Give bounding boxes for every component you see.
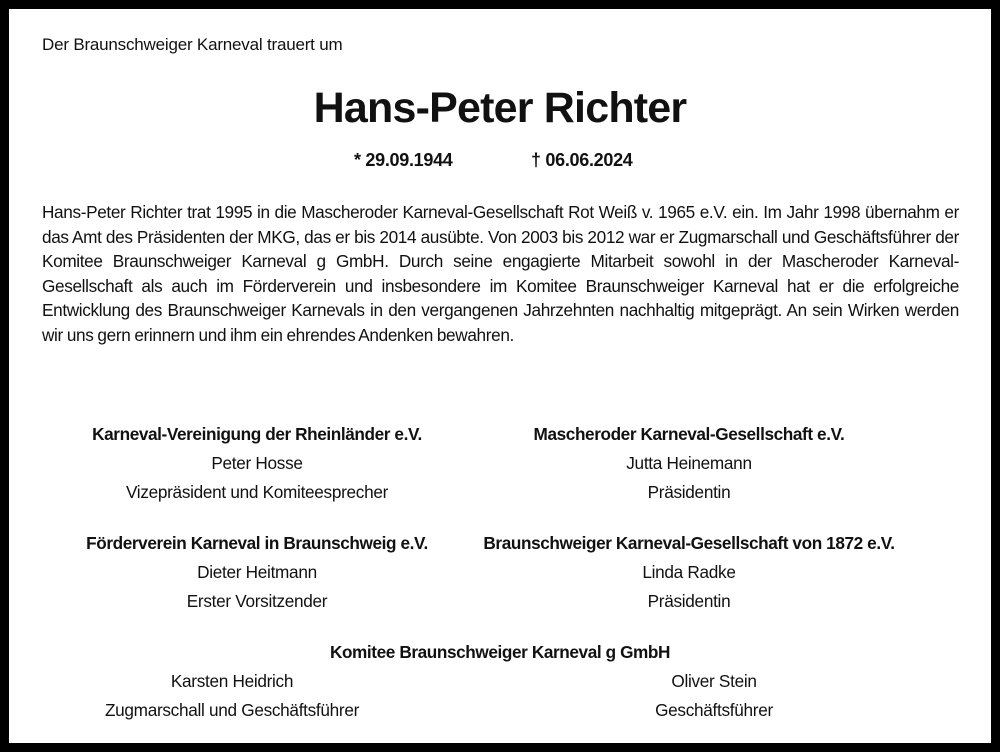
signatory-komitee-stein: [569, 667, 859, 725]
signatory-role: Geschäftsführer: [655, 700, 773, 720]
signatory-role: Vizepräsident und Komiteesprecher: [125, 482, 389, 502]
obituary-card: [9, 9, 991, 743]
signatory-komitee-heidrich: [42, 667, 422, 725]
signatory-org: Förderverein Karneval in Braunschweig e.V.: [86, 533, 428, 553]
signatory-mascheroder: [469, 420, 909, 507]
biography-text: Hans-Peter Richter trat 1995 in die Mascheroder Karneval-Gesellschaft Rot Weiß v. 1965 e.V. ein. Im Jahr 1998 übernahm er das Amt des Präsidenten der MKG, das er bis 2014 ausübte. Von 2003 bis 2012 war er Zugmarschall und Geschäftsführer der Komitee Braunschweiger Karneval g GmbH. Durch seine engagierte Mitarbeit sowohl in der Mascheroder Karneval-Gesellschaft als auch im Förderverein und insbesondere im Komitee Braunschweiger Karneval hat er die erfolgreiche Entwicklung des Braunschweiger Karnevals in den vergangenen Jahrzehnten nachhaltig mitgeprägt. An sein Wirken werden wir uns gern erinnern und ihm ein ehrendes Andenken bewahren.: [42, 202, 959, 345]
signatory-person: Linda Radke: [642, 562, 736, 582]
signatory-rheinlaender: [42, 420, 472, 507]
signatory-role: Zugmarschall und Geschäftsführer: [104, 700, 360, 720]
komitee-org: Komitee Braunschweiger Karneval g GmbH: [329, 642, 671, 662]
signatory-bkg-1872: [469, 529, 909, 616]
deceased-name: Hans-Peter Richter: [313, 84, 687, 132]
signatory-org: Karneval-Vereinigung der Rheinländer e.V.: [92, 424, 422, 444]
signatory-person: Dieter Heitmann: [197, 562, 317, 582]
intro-line: Der Braunschweiger Karneval trauert um: [42, 35, 343, 54]
signatory-person: Oliver Stein: [671, 671, 757, 691]
signatory-foerderverein: [42, 529, 472, 616]
signatory-role: Präsidentin: [647, 482, 731, 502]
signatory-person: Peter Hosse: [211, 453, 303, 473]
signatory-org: Mascheroder Karneval-Gesellschaft e.V.: [533, 424, 845, 444]
death-date: † 06.06.2024: [531, 150, 633, 170]
signatory-role: Erster Vorsitzender: [186, 591, 328, 611]
signatory-org: Braunschweiger Karneval-Gesellschaft von 1872 e.V.: [483, 533, 895, 553]
signatory-person: Karsten Heidrich: [170, 671, 294, 691]
birth-date: * 29.09.1944: [354, 150, 453, 170]
signatory-person: Jutta Heinemann: [626, 453, 752, 473]
signatory-role: Präsidentin: [647, 591, 731, 611]
